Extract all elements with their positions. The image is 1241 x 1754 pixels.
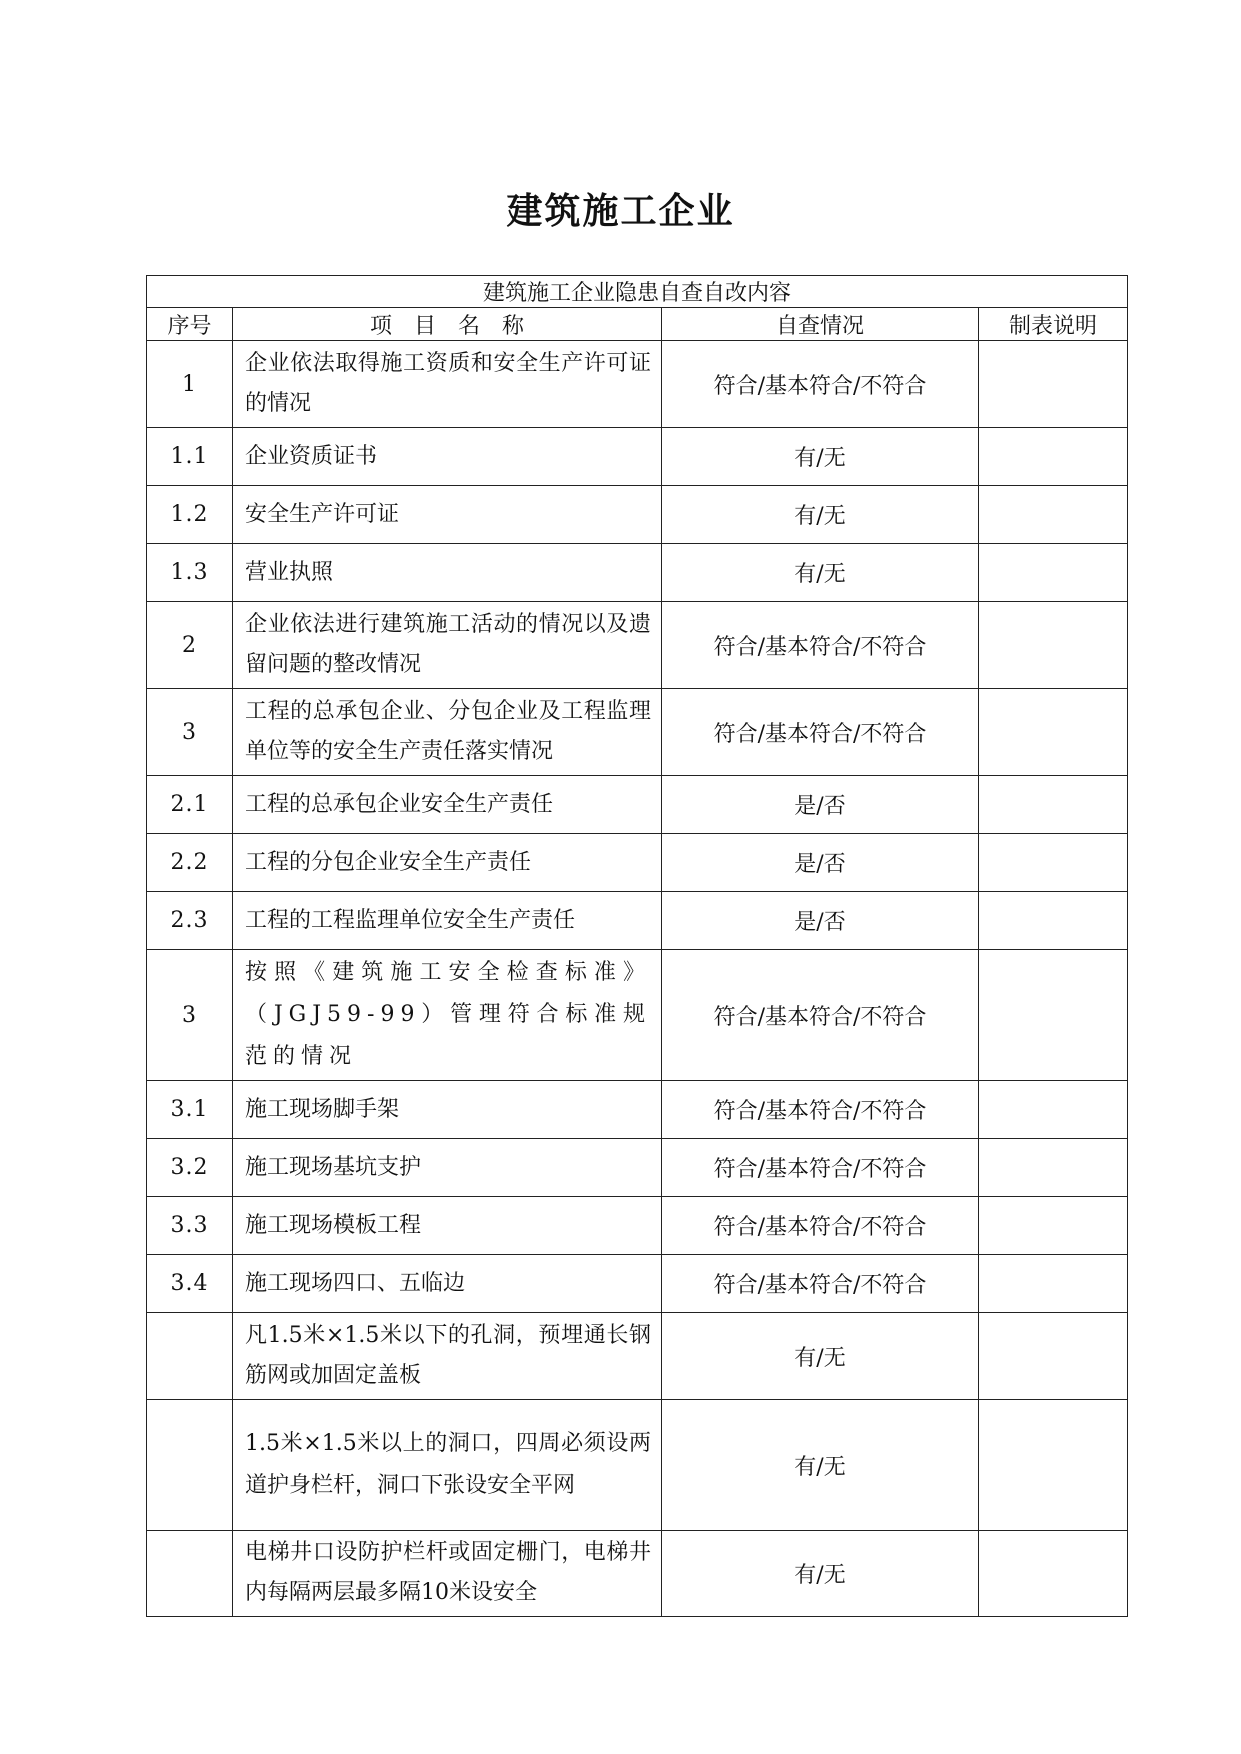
row-note [979, 1531, 1128, 1617]
table-row [147, 689, 1128, 776]
table-row [147, 950, 1128, 1081]
row-note [979, 544, 1128, 602]
row-index: 3.2 [147, 1139, 233, 1197]
row-index [147, 1531, 233, 1617]
table-row [147, 1531, 1128, 1617]
header-index: 序号 [147, 308, 233, 341]
row-status: 有/无 [662, 428, 979, 486]
row-status: 有/无 [662, 544, 979, 602]
table-row [147, 1313, 1128, 1400]
row-index: 1 [147, 341, 233, 428]
row-status: 是/否 [662, 892, 979, 950]
table-header-row [147, 308, 1128, 341]
table-row [147, 486, 1128, 544]
row-status: 符合/基本符合/不符合 [662, 1139, 979, 1197]
row-index: 3.4 [147, 1255, 233, 1313]
row-note [979, 834, 1128, 892]
row-note [979, 1255, 1128, 1313]
table-row [147, 544, 1128, 602]
row-note [979, 602, 1128, 689]
row-index: 3 [147, 689, 233, 776]
row-index: 3 [147, 950, 233, 1081]
header-note: 制表说明 [979, 308, 1128, 341]
header-status: 自查情况 [662, 308, 979, 341]
row-status: 符合/基本符合/不符合 [662, 950, 979, 1081]
row-index: 1.1 [147, 428, 233, 486]
row-status: 有/无 [662, 486, 979, 544]
row-item: 企业依法进行建筑施工活动的情况以及遗留问题的整改情况 [233, 602, 662, 689]
table-row [147, 428, 1128, 486]
row-item: 工程的总承包企业安全生产责任 [233, 776, 662, 834]
row-status: 有/无 [662, 1313, 979, 1400]
row-status: 有/无 [662, 1400, 979, 1531]
row-item: 凡1.5米×1.5米以下的孔洞，预埋通长钢筋网或加固定盖板 [233, 1313, 662, 1400]
row-index [147, 1313, 233, 1400]
row-status: 是/否 [662, 834, 979, 892]
row-item: 施工现场四口、五临边 [233, 1255, 662, 1313]
row-note [979, 1400, 1128, 1531]
row-item: 企业依法取得施工资质和安全生产许可证的情况 [233, 341, 662, 428]
row-status: 符合/基本符合/不符合 [662, 602, 979, 689]
row-note [979, 1313, 1128, 1400]
row-status: 符合/基本符合/不符合 [662, 689, 979, 776]
table-row [147, 892, 1128, 950]
row-status: 符合/基本符合/不符合 [662, 1081, 979, 1139]
table-row [147, 1139, 1128, 1197]
table-row [147, 341, 1128, 428]
row-note [979, 892, 1128, 950]
row-item: 施工现场模板工程 [233, 1197, 662, 1255]
row-status: 符合/基本符合/不符合 [662, 341, 979, 428]
inspection-table [146, 275, 1128, 1617]
row-item: 工程的分包企业安全生产责任 [233, 834, 662, 892]
row-item: 企业资质证书 [233, 428, 662, 486]
row-index: 2 [147, 602, 233, 689]
row-index: 3.3 [147, 1197, 233, 1255]
row-note [979, 486, 1128, 544]
row-status: 符合/基本符合/不符合 [662, 1255, 979, 1313]
table-row [147, 1081, 1128, 1139]
row-status: 是/否 [662, 776, 979, 834]
row-note [979, 1081, 1128, 1139]
table-row [147, 834, 1128, 892]
table-row [147, 1197, 1128, 1255]
row-item: 营业执照 [233, 544, 662, 602]
row-item: 1.5米×1.5米以上的洞口，四周必须设两道护身栏杆，洞口下张设安全平网 [233, 1400, 662, 1531]
table-row [147, 1400, 1128, 1531]
row-index [147, 1400, 233, 1531]
row-item: 安全生产许可证 [233, 486, 662, 544]
header-item: 项 目 名 称 [233, 308, 662, 341]
row-status: 有/无 [662, 1531, 979, 1617]
row-index: 2.1 [147, 776, 233, 834]
row-status: 符合/基本符合/不符合 [662, 1197, 979, 1255]
row-index: 1.3 [147, 544, 233, 602]
row-item: 施工现场脚手架 [233, 1081, 662, 1139]
row-note [979, 428, 1128, 486]
row-index: 2.3 [147, 892, 233, 950]
row-index: 1.2 [147, 486, 233, 544]
table-row [147, 602, 1128, 689]
row-note [979, 950, 1128, 1081]
table-row [147, 1255, 1128, 1313]
row-note [979, 1197, 1128, 1255]
row-item: 工程的总承包企业、分包企业及工程监理单位等的安全生产责任落实情况 [233, 689, 662, 776]
table-caption: 建筑施工企业隐患自查自改内容 [147, 276, 1128, 308]
row-note [979, 341, 1128, 428]
table-row [147, 776, 1128, 834]
row-index: 2.2 [147, 834, 233, 892]
row-item: 按照《建筑施工安全检查标准》（JGJ59-99）管理符合标准规范的情况 [233, 950, 662, 1081]
row-item: 电梯井口设防护栏杆或固定栅门，电梯井内每隔两层最多隔10米设安全 [233, 1531, 662, 1617]
document-title: 建筑施工企业 [506, 191, 735, 232]
row-note [979, 776, 1128, 834]
row-item: 施工现场基坑支护 [233, 1139, 662, 1197]
row-index: 3.1 [147, 1081, 233, 1139]
row-item: 工程的工程监理单位安全生产责任 [233, 892, 662, 950]
row-note [979, 689, 1128, 776]
row-note [979, 1139, 1128, 1197]
